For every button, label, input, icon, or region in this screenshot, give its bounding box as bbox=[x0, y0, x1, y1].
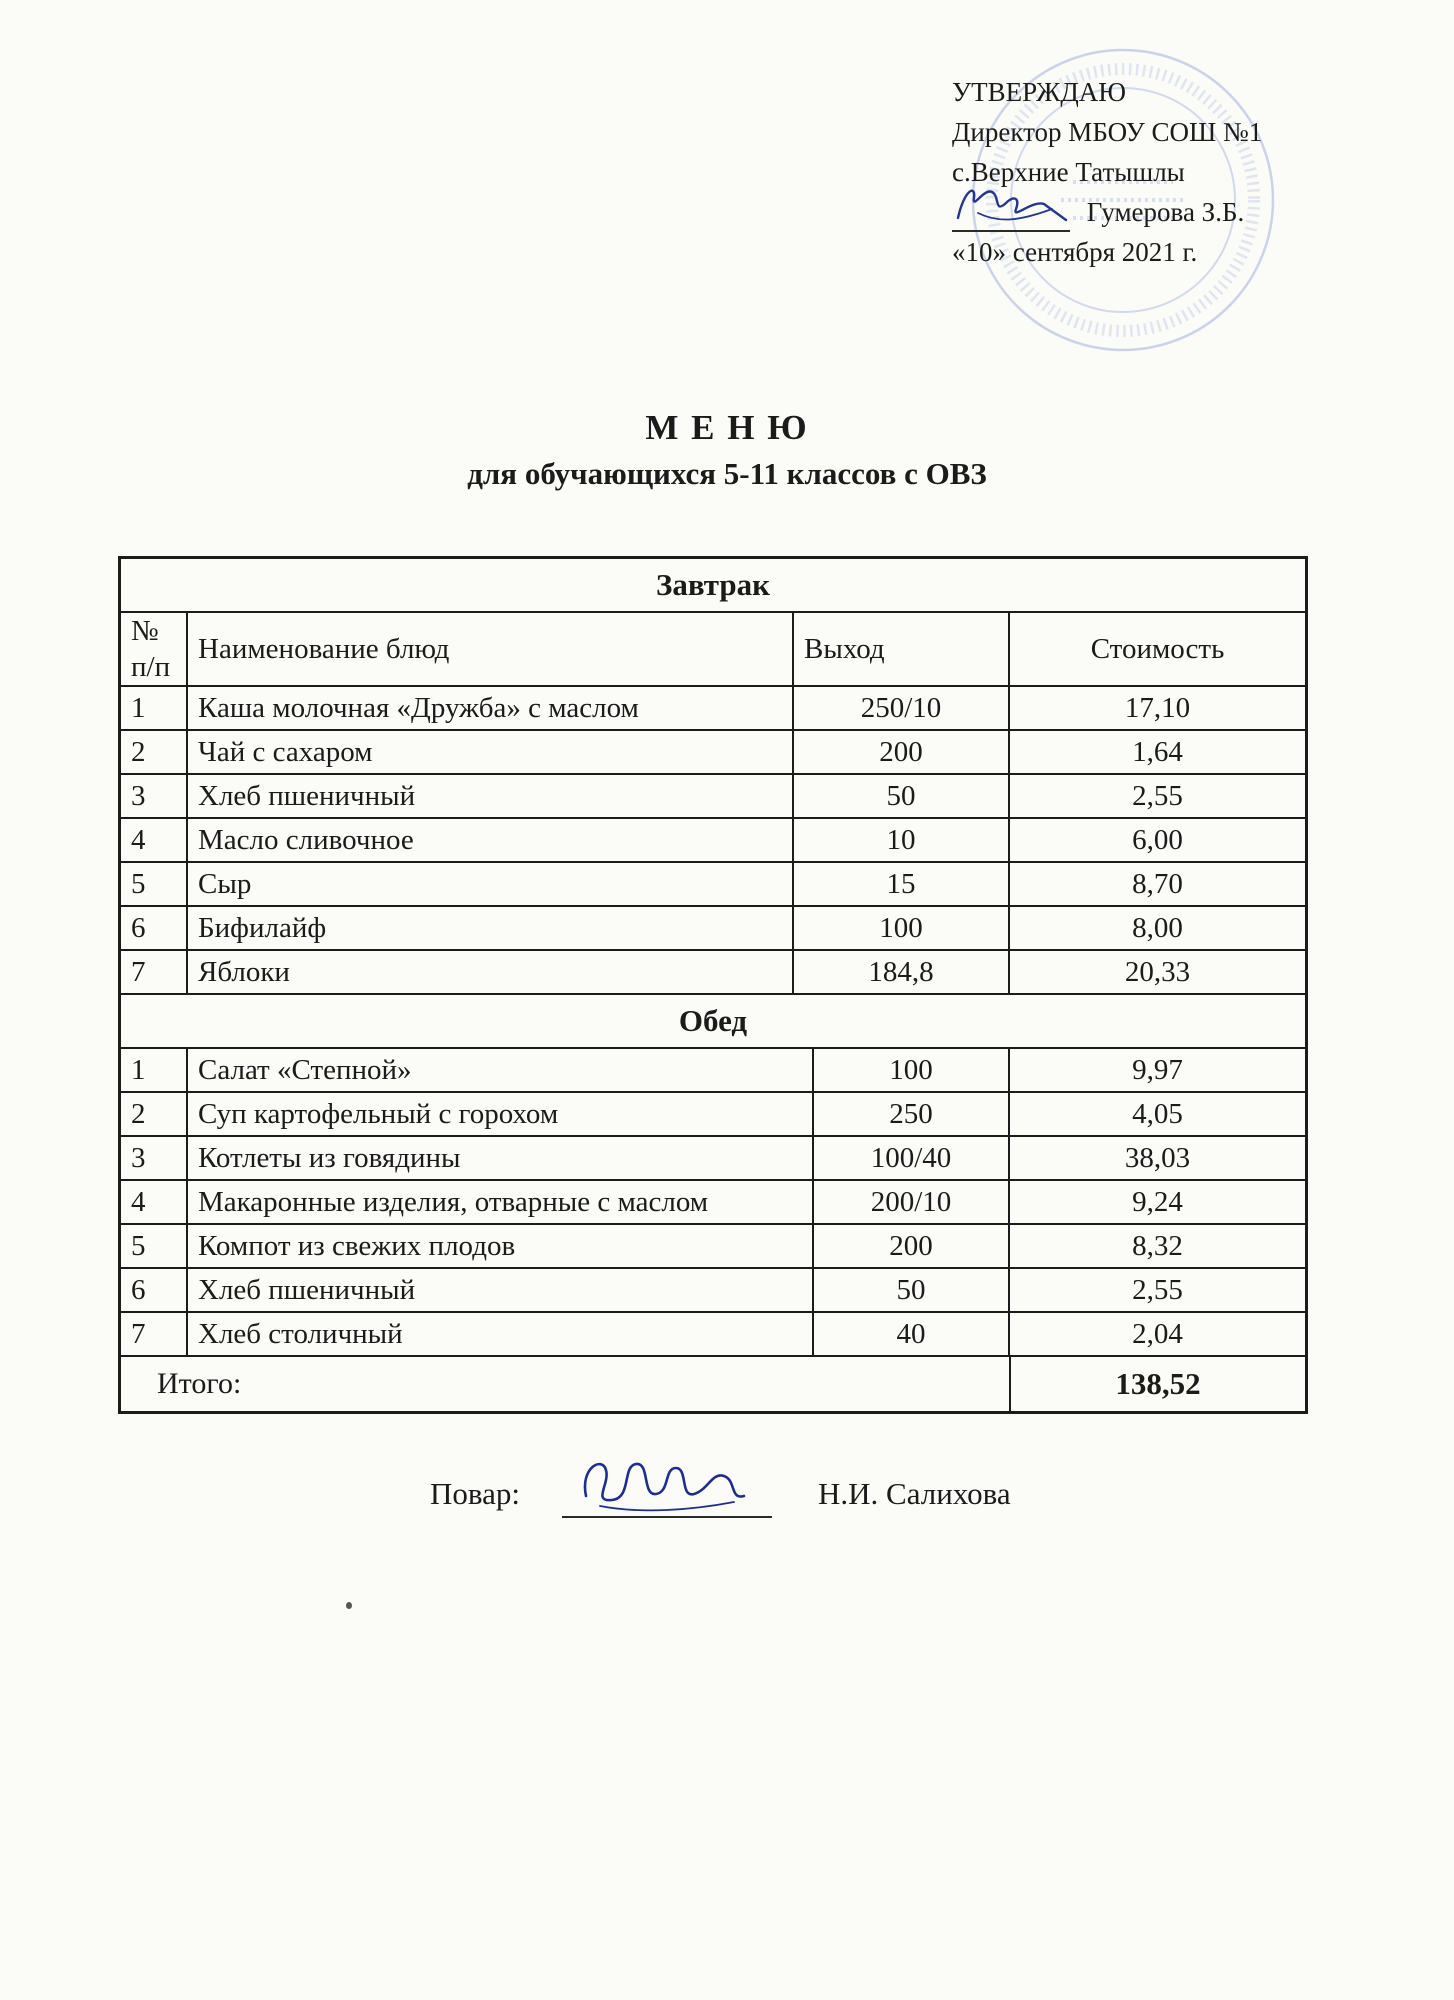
dish-name: Хлеб пшеничный bbox=[187, 774, 793, 818]
column-header-number bbox=[121, 613, 187, 686]
table-row bbox=[121, 950, 1305, 993]
table-row bbox=[121, 906, 1305, 950]
dish-name: Яблоки bbox=[187, 950, 793, 993]
row-number: 7 bbox=[121, 1312, 187, 1355]
approval-signature-line bbox=[952, 192, 1382, 232]
table-row bbox=[121, 774, 1305, 818]
table-row bbox=[121, 1312, 1305, 1355]
column-header-number-line2: п/п bbox=[131, 651, 171, 683]
table-row bbox=[121, 818, 1305, 862]
dish-name: Суп картофельный с горохом bbox=[187, 1092, 813, 1136]
dish-output: 200/10 bbox=[813, 1180, 1009, 1224]
dish-cost: 9,24 bbox=[1009, 1180, 1305, 1224]
dish-cost: 4,05 bbox=[1009, 1092, 1305, 1136]
cook-signature-icon bbox=[570, 1450, 760, 1516]
director-signature-icon bbox=[948, 178, 1074, 230]
row-number: 7 bbox=[121, 950, 187, 993]
column-header-output: Выход bbox=[793, 613, 1009, 686]
dish-cost: 2,55 bbox=[1009, 1268, 1305, 1312]
row-number: 3 bbox=[121, 774, 187, 818]
dish-name: Каша молочная «Дружба» с маслом bbox=[187, 686, 793, 730]
row-number: 5 bbox=[121, 862, 187, 906]
page-title: М Е Н Ю bbox=[645, 408, 809, 447]
table-row bbox=[121, 1136, 1305, 1180]
breakfast-section-header: Завтрак bbox=[121, 559, 1305, 613]
total-value: 138,52 bbox=[1009, 1357, 1305, 1411]
menu-table bbox=[118, 556, 1308, 1414]
table-header-row bbox=[121, 613, 1305, 686]
row-number: 4 bbox=[121, 818, 187, 862]
dish-name: Хлеб пшеничный bbox=[187, 1268, 813, 1312]
document-title-block bbox=[0, 408, 1454, 492]
dish-name: Сыр bbox=[187, 862, 793, 906]
table-row bbox=[121, 1092, 1305, 1136]
approval-signer-name: Гумерова З.Б. bbox=[1086, 197, 1245, 227]
row-number: 6 bbox=[121, 1268, 187, 1312]
approval-location: с.Верхние Татышлы bbox=[952, 157, 1185, 187]
row-number: 2 bbox=[121, 730, 187, 774]
lunch-section-header: Обед bbox=[121, 993, 1305, 1049]
approval-date: «10» сентября 2021 г. bbox=[952, 237, 1198, 267]
dish-name: Макаронные изделия, отварные с маслом bbox=[187, 1180, 813, 1224]
table-row bbox=[121, 686, 1305, 730]
row-number: 5 bbox=[121, 1224, 187, 1268]
page-subtitle: для обучающихся 5-11 классов с ОВЗ bbox=[467, 456, 987, 491]
dish-cost: 2,55 bbox=[1009, 774, 1305, 818]
dish-cost: 17,10 bbox=[1009, 686, 1305, 730]
dish-cost: 9,97 bbox=[1009, 1049, 1305, 1092]
dish-name: Масло сливочное bbox=[187, 818, 793, 862]
approval-director: Директор МБОУ СОШ №1 bbox=[952, 117, 1263, 147]
dish-cost: 8,00 bbox=[1009, 906, 1305, 950]
row-number: 4 bbox=[121, 1180, 187, 1224]
dish-output: 40 bbox=[813, 1312, 1009, 1355]
dish-cost: 1,64 bbox=[1009, 730, 1305, 774]
lunch-table bbox=[121, 1049, 1305, 1355]
scan-artifact-dot bbox=[346, 1602, 352, 1609]
dish-output: 200 bbox=[813, 1224, 1009, 1268]
column-header-name: Наименование блюд bbox=[187, 613, 793, 686]
dish-output: 250 bbox=[813, 1092, 1009, 1136]
total-label: Итого: bbox=[157, 1367, 242, 1400]
table-row bbox=[121, 730, 1305, 774]
cook-name: Н.И. Салихова bbox=[818, 1476, 1011, 1511]
row-number: 1 bbox=[121, 686, 187, 730]
dish-output: 184,8 bbox=[793, 950, 1009, 993]
dish-output: 50 bbox=[813, 1268, 1009, 1312]
table-row bbox=[121, 1224, 1305, 1268]
column-header-number-line1: № bbox=[131, 615, 159, 647]
dish-output: 200 bbox=[793, 730, 1009, 774]
dish-output: 100/40 bbox=[813, 1136, 1009, 1180]
approval-block bbox=[952, 72, 1382, 272]
approval-word: УТВЕРЖДАЮ bbox=[952, 77, 1127, 107]
row-number: 6 bbox=[121, 906, 187, 950]
table-row bbox=[121, 1180, 1305, 1224]
dish-output: 50 bbox=[793, 774, 1009, 818]
row-number: 1 bbox=[131, 1053, 146, 1086]
breakfast-table bbox=[121, 613, 1305, 993]
dish-name: Котлеты из говядины bbox=[187, 1136, 813, 1180]
dish-cost: 38,03 bbox=[1009, 1136, 1305, 1180]
dish-output: 15 bbox=[793, 862, 1009, 906]
dish-cost: 20,33 bbox=[1009, 950, 1305, 993]
signature-underline bbox=[562, 1452, 772, 1518]
row-number: 3 bbox=[121, 1136, 187, 1180]
dish-output: 100 bbox=[793, 906, 1009, 950]
dish-name: Бифилайф bbox=[187, 906, 793, 950]
table-row bbox=[121, 1268, 1305, 1312]
dish-cost: 6,00 bbox=[1009, 818, 1305, 862]
cook-signature-row bbox=[430, 1452, 1011, 1518]
dish-output: 10 bbox=[793, 818, 1009, 862]
dish-cost: 8,70 bbox=[1009, 862, 1305, 906]
row-number: 2 bbox=[121, 1092, 187, 1136]
dish-name: Салат «Степной» bbox=[187, 1049, 813, 1092]
dish-name: Компот из свежих плодов bbox=[187, 1224, 813, 1268]
dish-name: Хлеб столичный bbox=[187, 1312, 813, 1355]
total-row bbox=[121, 1355, 1305, 1411]
dish-cost: 2,04 bbox=[1009, 1312, 1305, 1355]
table-row bbox=[121, 1049, 1305, 1092]
signature-underline bbox=[952, 200, 1070, 232]
dish-cost: 8,32 bbox=[1009, 1224, 1305, 1268]
table-row bbox=[121, 862, 1305, 906]
cook-label: Повар: bbox=[430, 1476, 520, 1511]
dish-name: Чай с сахаром bbox=[187, 730, 793, 774]
dish-output: 250/10 bbox=[793, 686, 1009, 730]
dish-output: 100 bbox=[813, 1049, 1009, 1092]
column-header-cost: Стоимость bbox=[1009, 613, 1305, 686]
